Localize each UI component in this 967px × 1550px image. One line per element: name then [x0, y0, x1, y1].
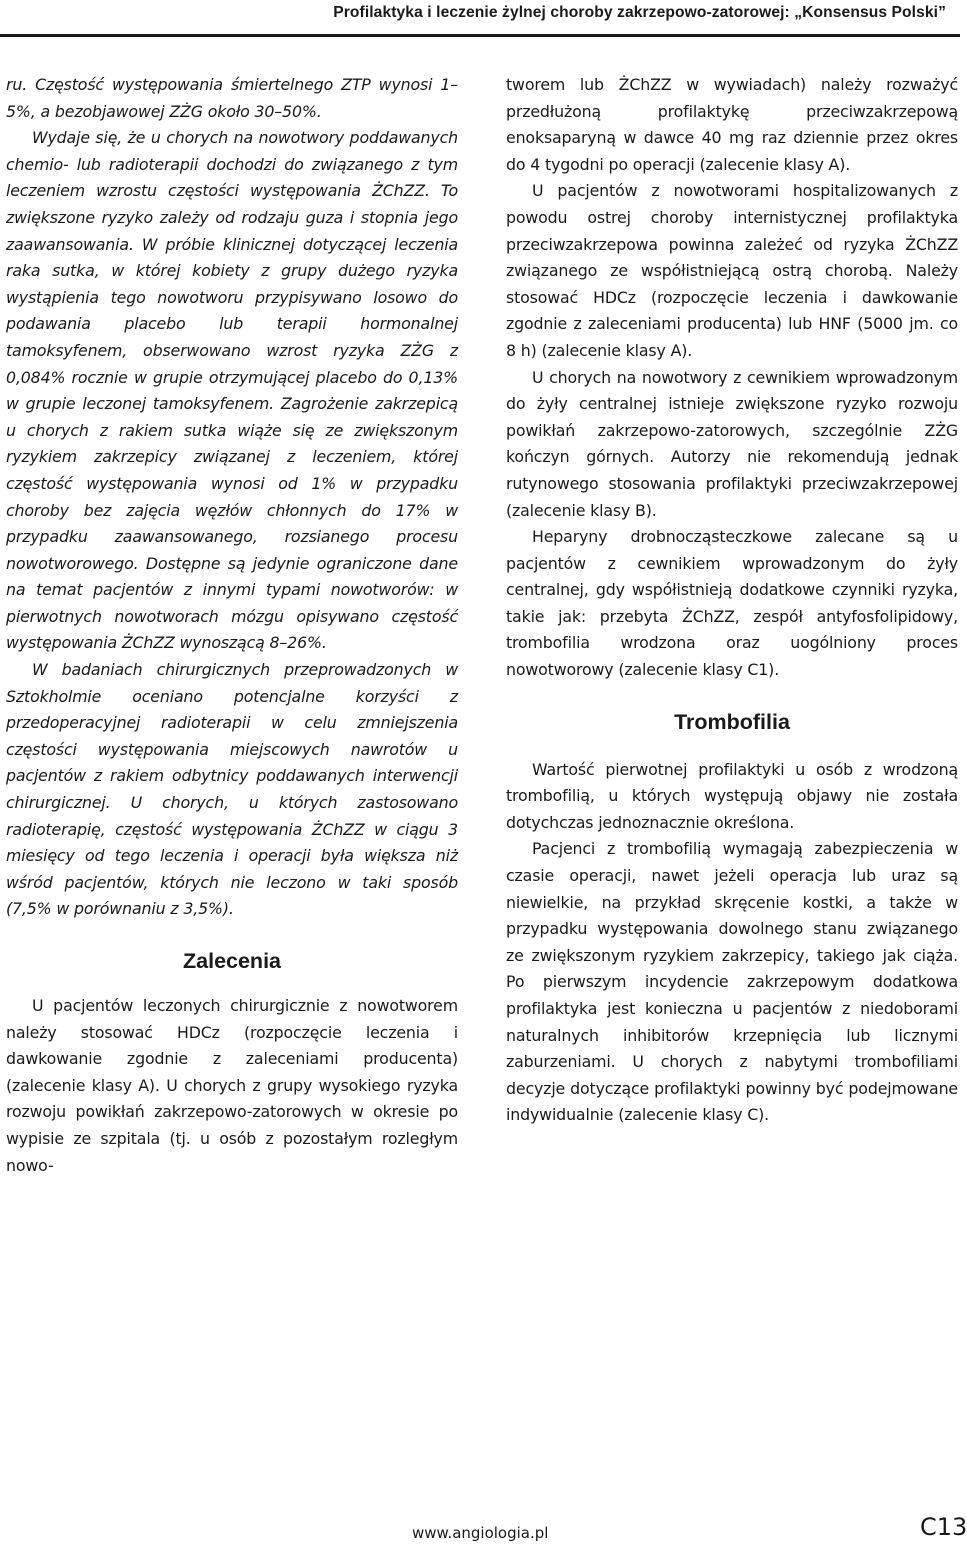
footer-url: www.angiologia.pl: [412, 1524, 549, 1542]
page-number: C13: [920, 1513, 967, 1541]
left-column: [6, 72, 458, 1179]
right-column: [506, 72, 958, 1129]
section-heading-zalecenia: Zalecenia: [183, 949, 281, 973]
left-paragraph-1: ru. Częstość występowania śmiertelnego ZTP wynosi 1–5%, a bezobjawowej ZŻG około 30–50%.: [6, 75, 458, 121]
section-heading-trombofilia: Trombofilia: [674, 709, 790, 734]
running-header-title: Profilaktyka i leczenie żylnej choroby zakrzepowo-zatorowej: „Konsensus Polski”: [333, 4, 946, 21]
right-paragraph-6: Pacjenci z trombofilią wymagają zabezpieczenia w czasie operacji, nawet jeżeli operacja lub uraz są niewielkie, na przykład skręcenie kostki, a także w przypadku występowania dowolnego stanu związanego ze zwiększonym ryzykiem zakrzepicy, takiego jak ciąża. Po pierwszym incydencie zakrzepowym dodatkowa profilaktyka jest konieczna u pacjentów z niedoborami naturalnych inhibitorów krzepnięcia lub licznymi zaburzeniami. U chorych z nabytymi trombofiliami decyzje dotyczące profilaktyki powinny być podejmowane indywidualnie (zalecenie klasy C).: [506, 839, 958, 1125]
right-paragraph-1: tworem lub ŻChZZ w wywiadach) należy rozważyć przedłużoną profilaktykę przeciwzakrzepową enoksaparyną w dawce 40 mg raz dziennie przez okres do 4 tygodni po operacji (zalecenie klasy A).: [506, 75, 958, 174]
header-rule: [0, 34, 960, 37]
right-paragraph-3: U chorych na nowotwory z cewnikiem wprowadzonym do żyły centralnej istnieje zwiększone ryzyko rozwoju powikłań zakrzepowo-zatorowych, szczególnie ZŻG kończyn górnych. Autorzy nie rekomendują jednak rutynowego stosowania profilaktyki przeciwzakrzepowej (zalecenie klasy B).: [506, 367, 958, 520]
right-paragraph-5: Wartość pierwotnej profilaktyki u osób z wrodzoną trombofilią, u których występują objawy nie została dotychczas jednoznacznie określona.: [506, 759, 958, 832]
right-paragraph-2: U pacjentów z nowotworami hospitalizowanych z powodu ostrej choroby internistycznej profilaktyka przeciwzakrzepowa powinna zależeć od ryzyka ŻChZZ związanego ze współistniejącą ostrą chorobą. Należy stosować HDCz (rozpoczęcie leczenia i dawkowanie zgodnie z zaleceniami producenta) lub HNF (5000 jm. co 8 h) (zalecenie klasy A).: [506, 181, 958, 360]
right-paragraph-4: Heparyny drobnocząsteczkowe zalecane są u pacjentów z cewnikiem wprowadzonym do żyły centralnej, gdy współistnieją dodatkowe czynniki ryzyka, takie jak: przebyta ŻChZZ, zespół antyfosfolipidowy, trombofilia wrodzona oraz uogólniony proces nowotworowy (zalecenie klasy C1).: [506, 527, 958, 680]
left-paragraph-3: W badaniach chirurgicznych przeprowadzonych w Sztokholmie oceniano potencjalne korzyści z przedoperacyjnej radioterapii w celu zmniejszenia częstości występowania miejscowych nawrotów u pacjentów z rakiem odbytnicy poddawanych interwencji chirurgicznej. U chorych, u których zastosowano radioterapię, częstość występowania ŻChZZ w ciągu 3 miesięcy od tego leczenia i operacji była większa niż wśród pacjentów, których nie leczono w taki sposób (7,5% w porównaniu z 3,5%).: [6, 660, 458, 919]
left-paragraph-2: Wydaje się, że u chorych na nowotwory poddawanych chemio- lub radioterapii dochodzi do związanego z tym leczeniem wzrostu częstości występowania ŻChZZ. To zwiększone ryzyko zależy od rodzaju guza i stopnia jego zaawansowania. W próbie klinicznej dotyczącej leczenia raka sutka, w której kobiety z grupy dużego ryzyka wystąpienia tego nowotworu przypisywano losowo do podawania placebo lub terapii hormonalnej tamoksyfenem, obserwowano wzrost ryzyka ZŻG z 0,084% rocznie w grupie otrzymującej placebo do 0,13% w grupie leczonej tamoksyfenem. Zagrożenie zakrzepicą u chorych z rakiem sutka wiąże się ze zwiększonym ryzykiem zakrzepicy związanej z leczeniem, której częstość występowania wynosi od 1% w przypadku choroby bez zajęcia węzłów chłonnych do 17% w przypadku zaawansowanego, rozsianego procesu nowotworowego. Dostępne są jedynie ograniczone dane na temat pacjentów z innymi typami nowotworów: w pierwotnych nowotworach mózgu opisywano częstość występowania ŻChZZ wynoszącą 8–26%.: [6, 128, 458, 653]
left-paragraph-4: U pacjentów leczonych chirurgicznie z nowotworem należy stosować HDCz (rozpoczęcie leczenia i dawkowanie zgodnie z zaleceniami producenta) (zalecenie klasy A). U chorych z grupy wysokiego ryzyka rozwoju powikłań zakrzepowo-zatorowych w okresie po wypisie ze szpitala (tj. u osób z pozostałym rozległym nowo-: [6, 996, 458, 1175]
